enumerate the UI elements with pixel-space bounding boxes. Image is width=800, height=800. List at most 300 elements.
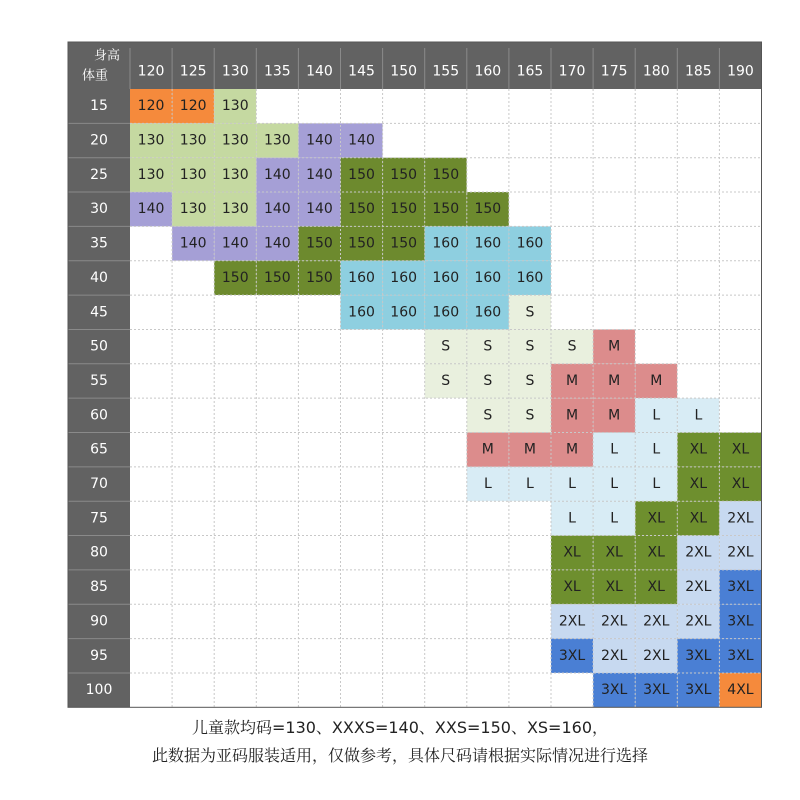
size-cell (341, 604, 383, 638)
height-label-185: 185 (684, 63, 712, 80)
size-cell-label: 3XL (727, 613, 754, 630)
corner-height-label: 身高 (93, 48, 121, 64)
weight-label-60: 60 (90, 407, 108, 424)
size-cell-label: 2XL (600, 613, 628, 630)
size-cell-label: 2XL (558, 613, 586, 630)
size-cell (719, 261, 761, 295)
size-cell (635, 261, 677, 295)
weight-label-35: 35 (90, 235, 108, 252)
size-cell-label: 130 (221, 132, 249, 149)
height-label-125: 125 (179, 63, 207, 80)
size-cell-label: 4XL (727, 682, 754, 699)
size-cell-label: 3XL (685, 682, 712, 699)
size-cell-label: XL (647, 544, 665, 561)
size-cell (214, 433, 256, 467)
size-cell-label: 150 (348, 201, 375, 218)
size-cell (298, 467, 340, 501)
size-cell (719, 295, 761, 329)
size-cell-label: 3XL (727, 647, 754, 664)
corner-weight-label: 体重 (81, 68, 109, 84)
size-cell-label: 130 (137, 132, 165, 149)
size-cell (298, 673, 340, 707)
size-cell-label: 140 (263, 166, 291, 183)
size-cell (467, 89, 509, 123)
size-cell (425, 570, 467, 604)
size-cell-label: XL (689, 441, 708, 458)
size-cell-label: 140 (179, 235, 207, 252)
size-cell (509, 639, 551, 673)
size-cell-label: 130 (221, 201, 249, 218)
size-cell (383, 467, 425, 501)
size-cell (172, 364, 214, 398)
weight-label-90: 90 (90, 613, 108, 630)
size-cell (172, 673, 214, 707)
size-cell (593, 226, 635, 260)
size-cell (551, 295, 593, 329)
weight-label-45: 45 (90, 304, 108, 321)
size-cell (677, 295, 719, 329)
size-cell (467, 570, 509, 604)
size-cell (425, 501, 467, 535)
size-cell (298, 639, 340, 673)
size-cell (341, 467, 383, 501)
size-cell (467, 604, 509, 638)
size-cell-label: L (483, 476, 492, 493)
size-cell (509, 604, 551, 638)
size-cell (214, 467, 256, 501)
height-label-140: 140 (306, 63, 333, 80)
size-cell (677, 261, 719, 295)
size-cell (341, 570, 383, 604)
size-cell (635, 329, 677, 363)
size-cell (172, 467, 214, 501)
height-label-155: 155 (432, 63, 460, 80)
size-cell-label: 2XL (685, 613, 712, 630)
size-cell (509, 192, 551, 226)
size-cell (256, 536, 298, 570)
size-cell (593, 295, 635, 329)
size-cell (719, 226, 761, 260)
size-cell (593, 123, 635, 157)
size-cell-label: L (652, 476, 661, 493)
size-cell (383, 433, 425, 467)
size-cell (509, 501, 551, 535)
size-cell-label: 160 (474, 304, 502, 321)
size-cell-label: 160 (432, 304, 460, 321)
size-cell (341, 329, 383, 363)
size-cell-label: 150 (221, 269, 249, 286)
size-cell-label: 150 (390, 166, 418, 183)
size-cell (383, 398, 425, 432)
size-cell (467, 639, 509, 673)
size-cell (509, 673, 551, 707)
size-cell-label: 2XL (685, 579, 712, 596)
size-cell (551, 673, 593, 707)
size-cell-label: S (525, 407, 535, 424)
size-cell (214, 673, 256, 707)
size-cell (425, 604, 467, 638)
size-cell-label: 140 (137, 201, 165, 218)
size-cell-label: S (525, 372, 535, 389)
size-cell-label: S (567, 338, 577, 355)
size-cell (425, 398, 467, 432)
size-cell (677, 364, 719, 398)
size-cell (172, 570, 214, 604)
size-cell-label: 3XL (600, 682, 628, 699)
size-cell-label: 2XL (600, 647, 628, 664)
size-cell-label: 160 (348, 269, 375, 286)
height-label-135: 135 (263, 63, 291, 80)
size-cell (130, 433, 172, 467)
size-cell (719, 398, 761, 432)
size-cell-label: XL (689, 510, 708, 527)
size-cell (214, 604, 256, 638)
size-cell (214, 639, 256, 673)
size-cell-label: 130 (263, 132, 291, 149)
height-label-190: 190 (727, 63, 754, 80)
size-cell (130, 467, 172, 501)
size-cell-label: 2XL (727, 544, 754, 561)
size-cell (298, 604, 340, 638)
weight-label-65: 65 (90, 441, 108, 458)
size-cell (256, 398, 298, 432)
size-cell (509, 158, 551, 192)
size-cell (172, 501, 214, 535)
size-cell-label: 160 (474, 269, 502, 286)
size-cell (172, 639, 214, 673)
size-cell-label: XL (563, 579, 581, 596)
size-cell (425, 673, 467, 707)
size-cell (635, 158, 677, 192)
size-cell-label: M (608, 338, 621, 355)
size-cell (677, 158, 719, 192)
size-cell-label: 150 (432, 166, 460, 183)
size-cell (719, 158, 761, 192)
size-cell (214, 501, 256, 535)
size-cell-label: L (610, 510, 619, 527)
size-cell (467, 123, 509, 157)
size-cell (425, 89, 467, 123)
size-cell-label: 150 (474, 201, 502, 218)
height-label-145: 145 (348, 63, 375, 80)
size-cell (341, 673, 383, 707)
size-cell (593, 192, 635, 226)
size-cell-label: XL (647, 579, 665, 596)
size-cell-label: 160 (516, 269, 544, 286)
size-cell (298, 89, 340, 123)
footnote-line-1: 儿童款均码=130、XXXS=140、XXS=150、XS=160， (191, 718, 609, 737)
size-cell (383, 329, 425, 363)
weight-label-75: 75 (90, 510, 108, 527)
size-cell (298, 501, 340, 535)
size-cell-label: 130 (221, 166, 249, 183)
size-cell-label: 3XL (643, 682, 670, 699)
size-cell (383, 536, 425, 570)
size-cell (172, 295, 214, 329)
size-cell (256, 639, 298, 673)
size-cell-label: 120 (179, 98, 207, 115)
size-cell (298, 364, 340, 398)
size-cell-label: 3XL (558, 647, 586, 664)
size-cell-label: 140 (306, 166, 333, 183)
size-cell (635, 89, 677, 123)
size-cell-label: M (566, 372, 579, 389)
size-cell (130, 226, 172, 260)
size-cell-label: 130 (179, 132, 207, 149)
size-cell (719, 192, 761, 226)
size-cell-label: L (652, 407, 661, 424)
size-cell (383, 604, 425, 638)
size-cell (214, 398, 256, 432)
size-cell-label: 150 (306, 235, 333, 252)
size-cell (677, 226, 719, 260)
size-cell (341, 433, 383, 467)
size-cell (256, 295, 298, 329)
size-cell-label: M (566, 407, 579, 424)
size-cell (383, 89, 425, 123)
weight-label-50: 50 (90, 338, 108, 355)
size-cell (130, 261, 172, 295)
size-cell (551, 123, 593, 157)
size-cell (425, 433, 467, 467)
size-cell (593, 158, 635, 192)
size-cell-label: 140 (221, 235, 249, 252)
size-cell (130, 604, 172, 638)
size-cell-label: 130 (179, 166, 207, 183)
size-cell-label: L (610, 476, 619, 493)
size-cell-label: XL (731, 441, 750, 458)
weight-label-40: 40 (90, 269, 108, 286)
size-cell (593, 89, 635, 123)
size-cell (256, 89, 298, 123)
size-cell-label: L (652, 441, 661, 458)
size-cell (677, 192, 719, 226)
size-cell-label: 130 (179, 201, 207, 218)
size-cell (383, 123, 425, 157)
size-cell-label: S (483, 338, 493, 355)
height-label-150: 150 (390, 63, 418, 80)
size-cell (383, 673, 425, 707)
size-cell (256, 673, 298, 707)
size-cell (509, 536, 551, 570)
size-cell-label: 2XL (685, 544, 712, 561)
size-cell-label: S (525, 338, 535, 355)
size-cell (172, 433, 214, 467)
size-cell-label: 140 (306, 201, 333, 218)
size-cell (425, 639, 467, 673)
size-cell-label: 150 (390, 201, 418, 218)
size-cell-label: M (523, 441, 536, 458)
size-cell-label: 140 (306, 132, 333, 149)
size-cell-label: 2XL (643, 647, 670, 664)
size-cell (130, 501, 172, 535)
footnote-line-2: 此数据为亚码服装适用，仅做参考，具体尺码请根据实际情况进行选择 (151, 746, 648, 765)
height-label-175: 175 (600, 63, 628, 80)
size-cell (130, 536, 172, 570)
size-cell-label: M (608, 372, 621, 389)
size-cell (551, 89, 593, 123)
size-cell-label: XL (731, 476, 750, 493)
size-cell (298, 570, 340, 604)
size-cell (256, 433, 298, 467)
size-cell-label: 160 (432, 269, 460, 286)
size-cell-label: 160 (390, 304, 418, 321)
size-cell (635, 226, 677, 260)
size-cell (677, 329, 719, 363)
size-cell (635, 123, 677, 157)
size-cell-label: 150 (348, 166, 375, 183)
size-cell (509, 123, 551, 157)
size-cell-label: 140 (263, 235, 291, 252)
size-cell-label: 150 (263, 269, 291, 286)
size-cell-label: L (568, 476, 576, 493)
height-label-160: 160 (474, 63, 502, 80)
size-cell (256, 467, 298, 501)
size-cell (298, 433, 340, 467)
weight-label-85: 85 (90, 579, 108, 596)
size-cell-label: 160 (516, 235, 544, 252)
size-cell (677, 123, 719, 157)
size-cell-label: L (610, 441, 619, 458)
size-cell-label: S (441, 338, 451, 355)
size-cell (467, 536, 509, 570)
size-cell (214, 536, 256, 570)
size-cell (214, 364, 256, 398)
size-cell-label: L (526, 476, 534, 493)
size-cell-label: 160 (390, 269, 418, 286)
weight-label-80: 80 (90, 544, 108, 561)
weight-label-20: 20 (90, 132, 108, 149)
size-cell (677, 89, 719, 123)
weight-label-95: 95 (90, 647, 108, 664)
weight-label-70: 70 (90, 476, 108, 493)
size-cell (256, 570, 298, 604)
size-cell (214, 295, 256, 329)
size-cell (719, 364, 761, 398)
size-cell (214, 329, 256, 363)
size-cell (425, 123, 467, 157)
size-cell (130, 570, 172, 604)
size-cell (551, 158, 593, 192)
size-cell-label: L (568, 510, 576, 527)
size-cell-label: XL (689, 476, 708, 493)
size-cell (172, 604, 214, 638)
size-cell (509, 89, 551, 123)
size-cell-label: M (566, 441, 579, 458)
height-label-130: 130 (221, 63, 249, 80)
size-cell (341, 89, 383, 123)
size-cell-label: M (481, 441, 494, 458)
size-cell-label: 120 (137, 98, 165, 115)
size-cell-label: S (525, 304, 535, 321)
size-cell (467, 501, 509, 535)
size-cell (341, 398, 383, 432)
size-cell-label: 160 (474, 235, 502, 252)
size-cell-label: 150 (306, 269, 333, 286)
size-cell (256, 364, 298, 398)
size-cell (256, 329, 298, 363)
size-cell-label: S (483, 407, 493, 424)
size-cell-label: 2XL (727, 510, 754, 527)
size-cell (341, 536, 383, 570)
size-cell (341, 364, 383, 398)
size-cell (298, 295, 340, 329)
size-cell (298, 536, 340, 570)
size-cell-label: 160 (348, 304, 375, 321)
height-label-165: 165 (516, 63, 544, 80)
size-cell (130, 329, 172, 363)
size-cell (509, 570, 551, 604)
size-cell-label: M (650, 372, 663, 389)
size-cell (719, 89, 761, 123)
size-cell (172, 329, 214, 363)
weight-label-30: 30 (90, 201, 108, 218)
size-cell-label: S (441, 372, 451, 389)
size-cell (383, 570, 425, 604)
size-cell (635, 295, 677, 329)
size-cell (341, 501, 383, 535)
size-cell (130, 673, 172, 707)
size-cell (130, 639, 172, 673)
weight-label-25: 25 (90, 166, 108, 183)
weight-label-15: 15 (90, 98, 108, 115)
size-cell-label: 3XL (727, 579, 754, 596)
size-cell (383, 364, 425, 398)
size-cell-label: 3XL (685, 647, 712, 664)
size-cell (719, 329, 761, 363)
size-cell (172, 536, 214, 570)
size-cell-label: M (608, 407, 621, 424)
size-cell (341, 639, 383, 673)
size-cell (635, 192, 677, 226)
weight-label-55: 55 (90, 372, 108, 389)
size-cell-label: 130 (221, 98, 249, 115)
height-label-180: 180 (642, 63, 670, 80)
size-cell (425, 536, 467, 570)
size-cell (593, 261, 635, 295)
size-cell (298, 398, 340, 432)
size-cell (130, 398, 172, 432)
size-cell (719, 123, 761, 157)
size-cell-label: XL (605, 544, 623, 561)
size-cell (172, 398, 214, 432)
size-cell-label: XL (563, 544, 581, 561)
size-cell (551, 261, 593, 295)
size-cell (551, 192, 593, 226)
size-cell-label: 140 (348, 132, 375, 149)
size-cell (130, 364, 172, 398)
size-cell (172, 261, 214, 295)
size-cell (130, 295, 172, 329)
size-cell-label: 160 (432, 235, 460, 252)
size-cell-label: 150 (348, 235, 375, 252)
size-cell (256, 501, 298, 535)
size-cell-label: 140 (263, 201, 291, 218)
size-cell (256, 604, 298, 638)
size-cell-label: 150 (432, 201, 460, 218)
height-label-120: 120 (137, 63, 165, 80)
size-cell (298, 329, 340, 363)
weight-label-100: 100 (85, 682, 113, 699)
size-cell (214, 570, 256, 604)
size-cell-label: S (483, 372, 493, 389)
size-cell (467, 673, 509, 707)
size-cell (383, 501, 425, 535)
size-cell-label: L (694, 407, 703, 424)
size-cell-label: 2XL (643, 613, 670, 630)
size-cell-label: 150 (390, 235, 418, 252)
size-cell (467, 158, 509, 192)
